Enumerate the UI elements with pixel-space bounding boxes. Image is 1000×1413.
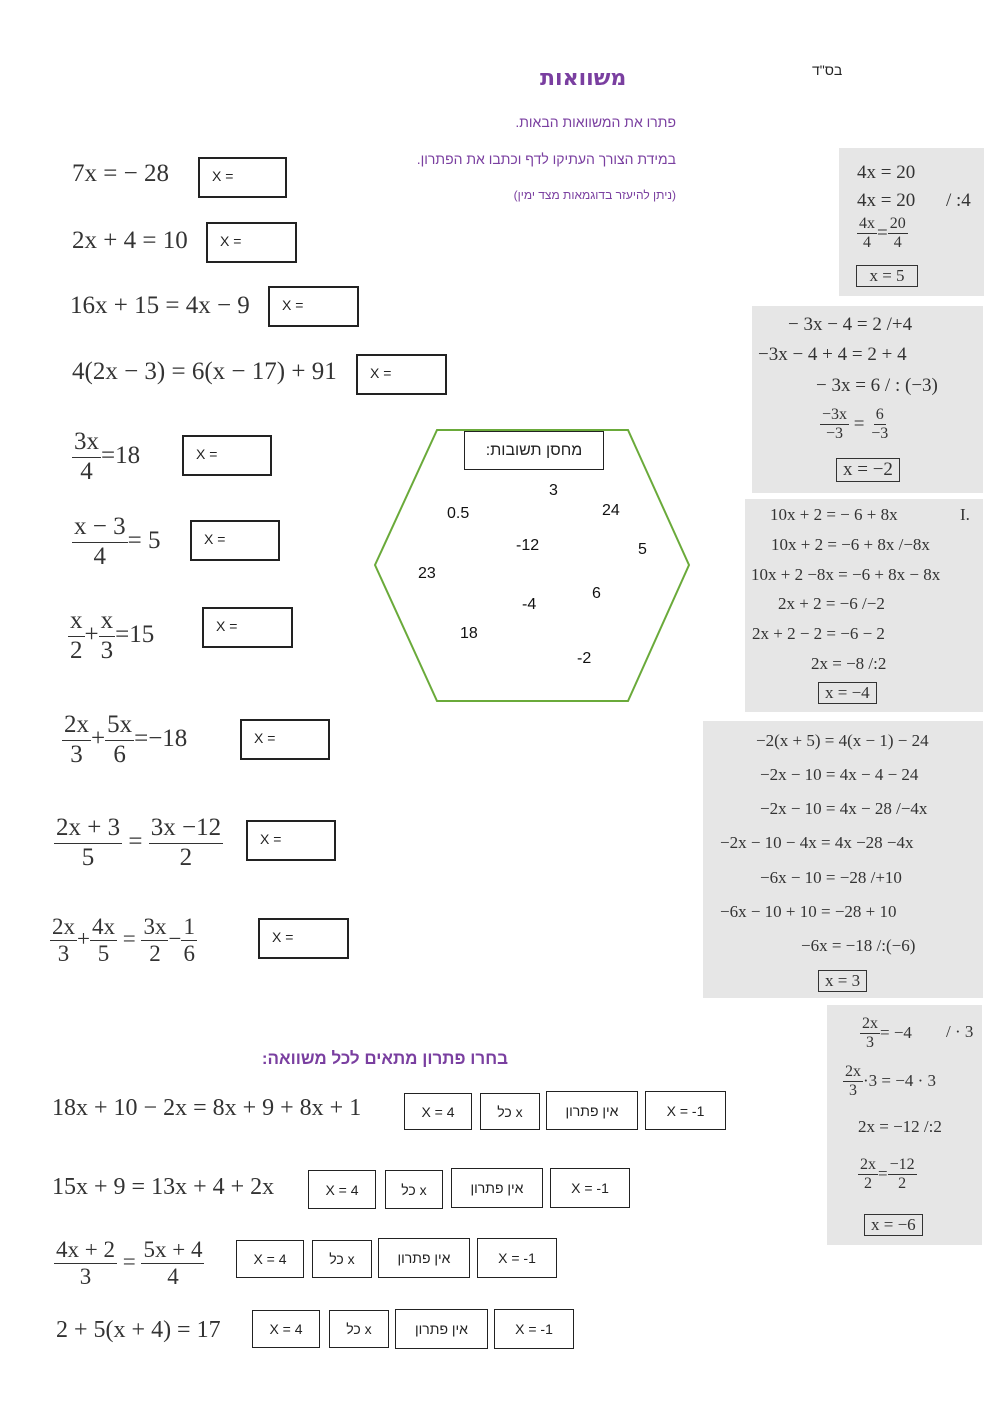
choice-no-solution[interactable]: אין פתרון [546,1091,638,1130]
example-2-line-2: −3x − 4 + 4 = 2 + 4 [758,344,907,365]
example-2-line-4: $\frac{-3x}{-3}$ = $\frac{6}{-3}$ [822,406,889,443]
example-5-result: x = −6 [864,1214,923,1236]
answer-box-8[interactable]: X = [240,719,330,760]
choice-x-equals-minus-1[interactable]: X = -1 [477,1238,557,1278]
choice-equation-1: 18x + 10 − 2x = 8x + 9 + 8x + 1 [52,1095,362,1121]
equation-10: $\frac{2x}{3}$ + $\frac{4x}{5}$ = $\frac{3x}{2}$ − $\frac{1}{6}$ [52,914,195,967]
example-3-line-2: 10x + 2 = −6 + 8x /−8x [771,535,930,554]
instruction-1: פתרו את המשוואות הבאות. [515,114,676,130]
answer-bank-title: מחסן תשובות: [464,431,604,470]
choice-no-solution[interactable]: אין פתרון [378,1238,470,1278]
answer-box-9[interactable]: X = [246,820,336,861]
example-panel-4 [703,721,983,998]
equation-4: 4(2x − 3) = 6(x − 17) + 91 [72,358,337,385]
example-4-line-3: −2x − 10 = 4x − 28 /−4x [760,799,928,818]
example-2-result: x = −2 [836,458,900,482]
choice-all-x[interactable]: כל x [385,1170,443,1209]
example-3-line-5: 2x + 2 − 2 = −6 − 2 [752,624,885,643]
choice-x-equals-minus-1[interactable]: X = -1 [645,1091,726,1130]
choice-equation-2: 15x + 9 = 13x + 4 + 2x [52,1174,275,1200]
choice-no-solution[interactable]: אין פתרון [395,1309,488,1349]
answer-box-4[interactable]: X = [356,354,447,395]
choice-no-solution[interactable]: אין פתרון [451,1168,543,1208]
example-4-result: x = 3 [818,970,867,992]
example-4-line-2: −2x − 10 = 4x − 4 − 24 [760,765,919,784]
example-5-line-1: $\frac{2x}{3}$ = −4 [862,1015,912,1052]
choice-x-equals-4[interactable]: X = 4 [308,1170,376,1209]
example-4-line-4: −2x − 10 − 4x = 4x −28 −4x [720,833,914,852]
bank-value: -12 [516,537,540,554]
equation-8: $\frac{2x}{3}$ + $\frac{5x}{6}$ =−18 [64,711,188,768]
example-1-op: / :4 [946,190,971,211]
bank-value: -4 [522,596,537,613]
example-1-line-1: 4x = 20 [857,162,916,183]
choice-x-equals-4[interactable]: X = 4 [252,1310,320,1348]
example-5-line-4: $\frac{2x}{2}$ = $\frac{-12}{2}$ [860,1156,915,1193]
answer-box-3[interactable]: X = [268,286,359,327]
example-2-line-3: − 3x = 6 / : (−3) [816,375,938,396]
bank-value: 0.5 [447,505,470,522]
bank-value: 6 [592,585,601,602]
answer-box-1[interactable]: X = [198,157,287,198]
example-3-line-1: 10x + 2 = − 6 + 8x [770,505,898,524]
instruction-2: במידת הצורך העתיקו לדף וכתבו את הפתרון. [416,151,676,167]
equation-2: 2x + 4 = 10 [72,227,188,254]
choice-x-equals-4[interactable]: X = 4 [404,1093,472,1130]
example-3-line-6: 2x = −8 /:2 [811,654,887,673]
choice-heading: בחרו פתרון מתאים לכל משוואה: [261,1049,508,1068]
answer-box-10[interactable]: X = [258,918,349,959]
example-2-line-1: − 3x − 4 = 2 /+4 [788,314,913,335]
bsd-mark: בס"ד [812,62,843,78]
equation-3: 16x + 15 = 4x − 9 [70,292,250,319]
choice-equation-4: 2 + 5(x + 4) = 17 [56,1317,221,1343]
bank-value: 23 [418,565,436,582]
example-5-op: / · 3 [946,1022,974,1041]
answer-box-7[interactable]: X = [202,607,293,648]
example-3-line-4: 2x + 2 = −6 /−2 [778,594,885,613]
bank-value: 3 [549,482,558,499]
choice-all-x[interactable]: כל x [312,1240,372,1278]
bank-value: 24 [602,502,620,519]
example-3-line-3: 10x + 2 −8x = −6 + 8x − 8x [751,565,941,584]
choice-x-equals-4[interactable]: X = 4 [236,1240,304,1278]
example-1-result: x = 5 [856,265,918,287]
example-5-line-2: $\frac{2x}{3}$ ·3 = −4 · 3 [845,1063,936,1100]
example-4-line-5: −6x − 10 = −28 /+10 [760,868,902,887]
equation-9: $\frac{2x + 3}{5}$ = $\frac{3x -12}{2}$ [56,814,222,871]
example-3-result: x = −4 [818,682,877,704]
example-4-line-6: −6x − 10 + 10 = −28 + 10 [720,902,897,921]
page-title: משוואות [540,66,627,91]
choice-all-x[interactable]: כל x [480,1093,540,1130]
equation-7: $\frac{x}{2}$ + $\frac{x}{3}$ =15 [70,607,155,664]
example-1-line-3: $\frac{4x}{4}$ = $\frac{20}{4}$ [859,215,906,252]
example-5-line-3: 2x = −12 /:2 [858,1117,942,1136]
answer-box-5[interactable]: X = [182,435,272,476]
equation-6: $\frac{x - 3}{4}$ = 5 [74,513,161,570]
instruction-3: (ניתן להיעזר בדוגמאות מצד ימין) [513,188,676,202]
bank-value: 5 [638,541,647,558]
example-4-line-1: −2(x + 5) = 4(x − 1) − 24 [756,731,929,750]
choice-equation-3: $\frac{4x + 2}{3}$ = $\frac{5x + 4}{4}$ [56,1237,203,1290]
choice-x-equals-minus-1[interactable]: X = -1 [494,1309,574,1349]
choice-all-x[interactable]: כל x [329,1310,389,1348]
example-1-line-2: 4x = 20 [857,190,916,211]
bank-value: 18 [460,625,478,642]
answer-box-6[interactable]: X = [190,520,280,561]
bank-value: -2 [577,650,592,667]
example-3-mark: I. [960,505,970,524]
equation-5: $\frac{3x}{4}$ =18 [74,428,141,485]
equation-1: 7x = − 28 [72,160,169,187]
example-4-line-7: −6x = −18 /:(−6) [801,936,916,955]
choice-x-equals-minus-1[interactable]: X = -1 [550,1168,630,1208]
answer-box-2[interactable]: X = [206,222,297,263]
